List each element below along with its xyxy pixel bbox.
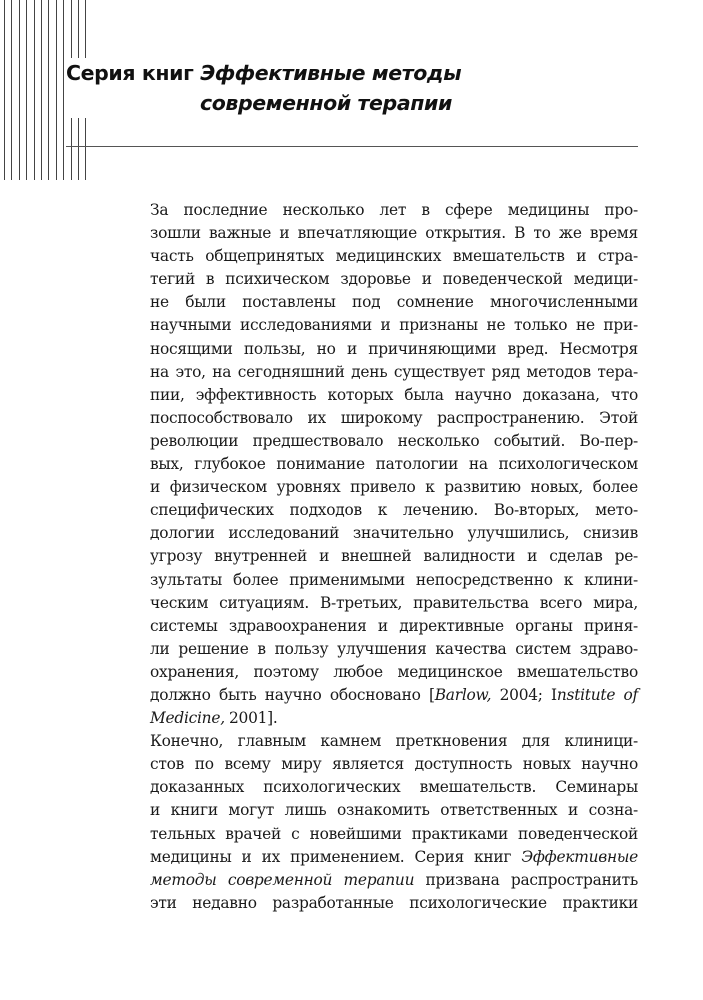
citation-year-2: 2001]. — [224, 709, 278, 728]
text-line: зультаты более применимыми непосредственно к клини- — [150, 570, 638, 589]
text-line: тельных врачей с новейшими практиками поведенческой — [150, 824, 638, 843]
stripe-line — [41, 0, 42, 180]
text-line: пии, эффективность которых была научно доказана, что — [150, 385, 638, 404]
stripe-line — [34, 0, 35, 180]
series-heading — [66, 58, 465, 118]
series-name-inline-end: методы современной терапии — [150, 870, 415, 889]
series-name-inline: Эффективные — [521, 847, 638, 866]
body-text — [131, 199, 638, 915]
text-line: стов по всему миру является доступность новых научно — [150, 755, 638, 774]
text-line: носящими пользы, но и причиняющими вред. Несмотря — [150, 339, 638, 358]
text-line-citation — [131, 684, 638, 707]
text-line: не были поставлены под сомнение многочисленными — [150, 293, 638, 312]
text-line: зошли важные и впечатляющие открытия. В то же время — [150, 224, 638, 243]
citation-author: Barlow, — [434, 685, 492, 704]
stripe-line — [19, 0, 20, 180]
citation-year: 2004; I — [491, 685, 557, 704]
text-line: и книги могут лишь ознакомить ответственных и созна- — [150, 801, 638, 820]
text-line: Конечно, главным камнем преткновения для клиници- — [150, 732, 638, 751]
paragraph-2 — [131, 730, 638, 915]
text-line: вых, глубокое понимание патологии на психологическом — [150, 455, 638, 474]
text-line: ли решение в пользу улучшения качества систем здраво- — [150, 639, 638, 658]
text-line-citation-end — [131, 707, 638, 730]
text-line: ческим ситуациям. В-третьих, правительства всего мира, — [150, 593, 638, 612]
text-line: эти недавно разработанные психологические практики — [150, 893, 638, 912]
stripe-line — [11, 0, 12, 180]
text-line: и физическом уровнях привело к развитию новых, более — [150, 478, 638, 497]
series-heading-italic-line1: Эффективные методы — [200, 61, 462, 85]
text-line: научными исследованиями и признаны не только не при- — [150, 316, 638, 335]
series-heading-plain: Серия книг — [66, 61, 201, 85]
text-line: революции предшествовало несколько событий. Во-пер- — [150, 431, 638, 450]
text-fragment: призвана распространить — [414, 870, 638, 889]
stripe-line — [26, 0, 27, 180]
stripe-line — [48, 0, 49, 180]
text-line: доказанных психологических вмешательств. Семинары — [150, 778, 638, 797]
citation-institute: nstitute of — [556, 685, 639, 704]
text-line: За последние несколько лет в сфере медицины про- — [150, 201, 638, 219]
text-line-series-end — [131, 869, 638, 892]
text-line: на это, на сегодняшний день существует ряд методов тера- — [150, 362, 638, 381]
text-line: системы здравоохранения и директивные органы приня- — [150, 616, 638, 635]
text-fragment: должно быть научно обосновано [ — [150, 685, 435, 704]
text-line: тегий в психическом здоровье и поведенческой медици- — [150, 270, 638, 289]
text-line: угрозу внутренней и внешней валидности и сделав ре- — [150, 547, 638, 566]
series-heading-italic-line2: современной терапии — [200, 91, 452, 115]
text-line: охранения, поэтому любое медицинское вмешательство — [150, 662, 638, 681]
stripe-line — [4, 0, 5, 180]
text-line: поспособствовало их широкому распространению. Этой — [150, 408, 638, 427]
header-rule — [66, 146, 638, 147]
text-line-series — [131, 846, 638, 869]
stripe-line — [56, 0, 57, 180]
text-line: дологии исследований значительно улучшились, снизив — [150, 524, 638, 543]
citation-institute-end: Medicine, — [150, 709, 225, 728]
text-line: часть общепринятых медицинских вмешательств и стра- — [150, 247, 638, 266]
paragraph-1 — [131, 199, 638, 730]
stripe-line — [63, 0, 64, 180]
text-line: специфических подходов к лечению. Во-вторых, мето- — [150, 501, 638, 520]
text-fragment: медицины и их применением. Серия книг — [150, 847, 522, 866]
